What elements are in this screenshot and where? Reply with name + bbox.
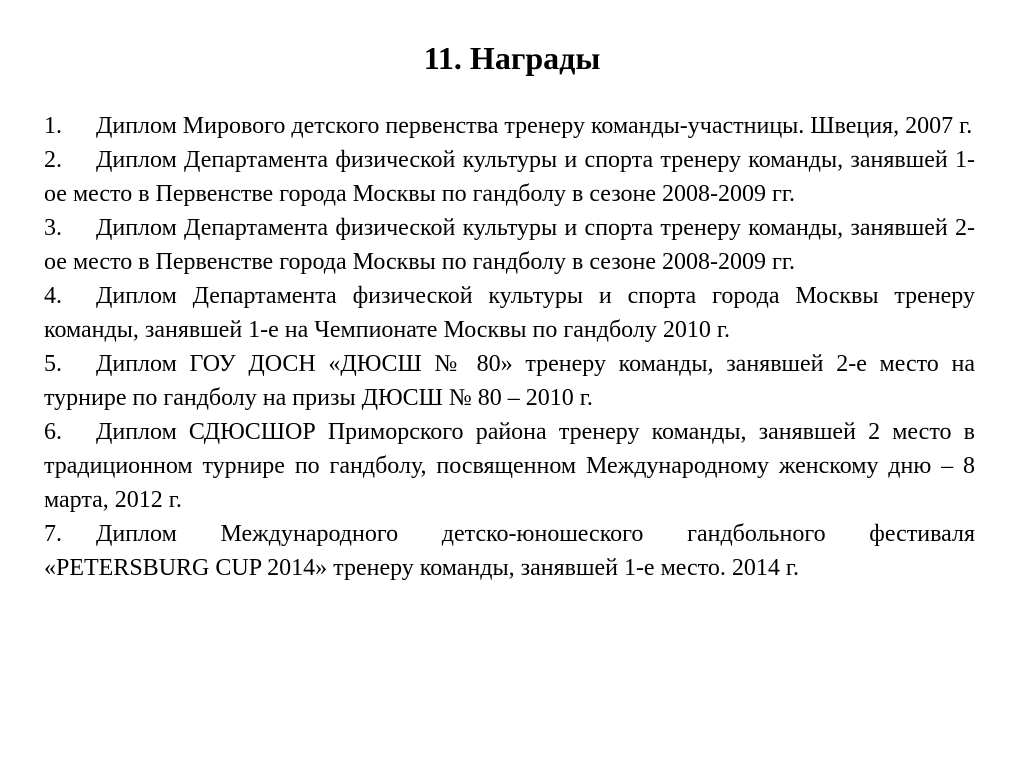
item-number: 7.: [44, 521, 62, 547]
item-text: Диплом Департамента физической культуры и спорта города Москвы тренеру команды, занявшей 1-е на Чемпионате Москвы по гандболу 2010 г.: [44, 283, 975, 343]
item-text: Диплом Мирового детского первенства тренеру команды-участницы. Швеция, 2007 г.: [96, 113, 973, 139]
list-item: [44, 279, 975, 347]
item-number: 5.: [44, 351, 62, 377]
slide-title: 11. Награды: [423, 40, 601, 76]
list-item: [44, 517, 975, 585]
list-item: [44, 211, 975, 279]
list-item: [44, 415, 975, 517]
list-item: [44, 347, 975, 415]
list-item: [44, 109, 975, 143]
item-text: Диплом ГОУ ДОСН «ДЮСШ № 80» тренеру команды, занявшей 2-е место на турнире по гандболу на призы ДЮСШ № 80 – 2010 г.: [44, 351, 975, 411]
awards-list: [44, 109, 975, 585]
item-text: Диплом СДЮСШОР Приморского района тренеру команды, занявшей 2 место в традиционном турнире по гандболу, посвященном Международному женскому дню – 8 марта, 2012 г.: [44, 419, 975, 513]
item-text: Диплом Департамента физической культуры и спорта тренеру команды, занявшей 1-ое место в Первенстве города Москвы по гандболу в сезоне 2008-2009 гг.: [44, 147, 975, 207]
item-number: 2.: [44, 147, 62, 173]
item-number: 4.: [44, 283, 62, 309]
item-number: 6.: [44, 419, 62, 445]
item-text: Диплом Департамента физической культуры и спорта тренеру команды, занявшей 2-ое место в Первенстве города Москвы по гандболу в сезоне 2008-2009 гг.: [44, 215, 975, 275]
item-number: 3.: [44, 215, 62, 241]
item-number: 1.: [44, 113, 62, 139]
list-item: [44, 143, 975, 211]
item-text: Диплом Международного детско-юношеского гандбольного фестиваля «PETERSBURG CUP 2014» тренеру команды, занявшей 1-е место. 2014 г.: [44, 521, 975, 581]
